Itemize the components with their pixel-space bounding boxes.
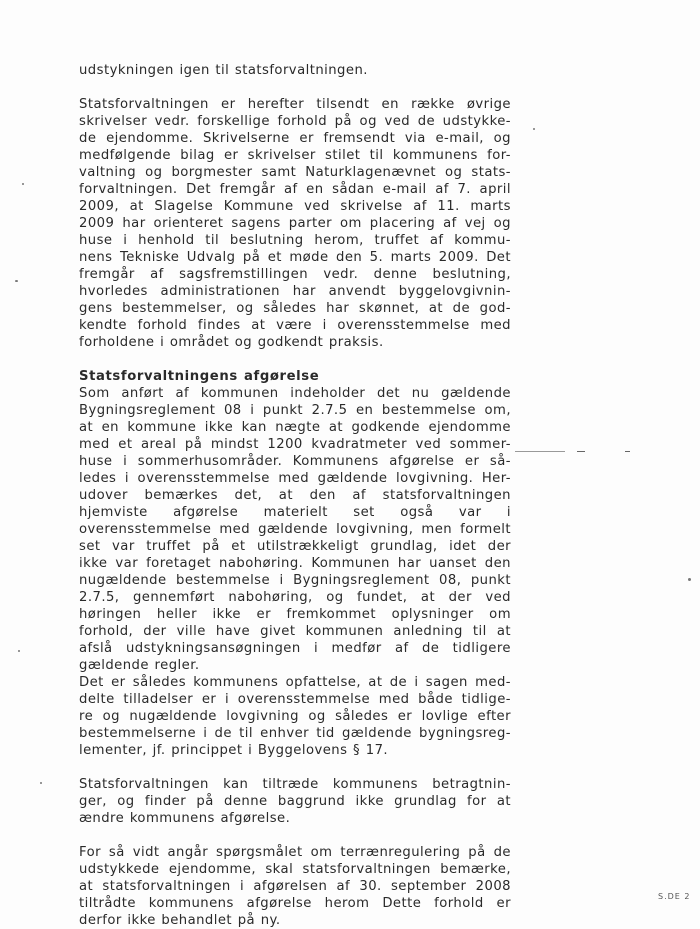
text-line: 2009 har orienteret sagens parter om placering af vej og xyxy=(79,216,511,231)
text-line: Statsforvaltningen kan tiltræde kommunens betragtnin- xyxy=(79,777,511,792)
scan-artifact xyxy=(625,451,630,452)
text-line: udover bemærkes det, at den af statsforvaltningen xyxy=(79,488,511,503)
text-line: de ejendomme. Skrivelserne er fremsendt via e-mail, og xyxy=(79,131,511,146)
text-line: derfor ikke behandlet på ny. xyxy=(79,913,281,928)
paragraph-gap xyxy=(79,351,511,368)
paragraph xyxy=(79,385,511,674)
text-line: med et areal på mindst 1200 kvadratmeter ved sommer- xyxy=(79,437,511,452)
paragraph-gap xyxy=(79,759,511,776)
text-line: Det er således kommunens opfattelse, at de i sagen med- xyxy=(79,675,511,690)
text-line: gens bestemmelser, og således har skønnet, at de god- xyxy=(79,301,511,316)
text-line: For så vidt angår spørgsmålet om terrænregulering på de xyxy=(79,845,511,860)
text-line: ledes i overensstemmelse med gældende lovgivning. Her- xyxy=(79,471,511,486)
text-line: forvaltningen. Det fremgår af en sådan e-mail af 7. april xyxy=(79,182,511,197)
text-line: ændre kommunens afgørelse. xyxy=(79,811,291,826)
scan-speck xyxy=(533,128,535,130)
text-line: ikke var foretaget nabohøring. Kommunen har uanset den xyxy=(79,556,511,571)
text-line: skrivelser vedr. forskellige forhold på og ved de udstykke- xyxy=(79,114,511,129)
scan-speck xyxy=(688,578,691,581)
text-line: bestemmelserne i de til enhver tid gældende bygningsreg- xyxy=(79,726,511,741)
paragraph xyxy=(79,674,511,759)
text-line: delte tilladelser er i overensstemmelse med både tidlige- xyxy=(79,692,511,707)
text-line: at en kommune ikke kan nægte at godkende ejendomme xyxy=(79,420,511,435)
scan-speck xyxy=(22,183,24,185)
scan-speck xyxy=(40,782,42,784)
scan-speck xyxy=(15,280,18,282)
text-line: gældende regler. xyxy=(79,658,200,673)
paragraph xyxy=(79,844,511,929)
scan-speck xyxy=(18,650,20,652)
text-line: medfølgende bilag er skrivelser stilet til kommunens for- xyxy=(79,148,511,163)
document-body xyxy=(79,62,511,929)
text-line: lementer, jf. princippet i Byggelovens § 17. xyxy=(79,743,389,758)
text-line: ger, og finder på denne baggrund ikke grundlag for at xyxy=(79,794,511,809)
text-line: Som anført af kommunen indeholder det nu gældende xyxy=(79,386,511,401)
text-line: kendte forhold findes at være i overensstemmelse med xyxy=(79,318,511,333)
paragraph xyxy=(79,62,511,79)
paragraph xyxy=(79,776,511,827)
paragraph-gap xyxy=(79,827,511,844)
paragraph-gap xyxy=(79,79,511,96)
text-line: fremgår af sagsfremstillingen vedr. denne beslutning, xyxy=(79,267,511,282)
text-line: valtning og borgmester samt Naturklagenævnet og stats- xyxy=(79,165,511,180)
text-line: forhold, der ville have givet kommunen anledning til at xyxy=(79,624,511,639)
text-line: huse i henhold til beslutning herom, truffet af kommu- xyxy=(79,233,511,248)
text-line: udstykkede ejendomme, skal statsforvaltningen bemærke, xyxy=(79,862,511,877)
scan-artifact xyxy=(577,451,585,452)
text-line: nens Tekniske Udvalg på et møde den 5. marts 2009. Det xyxy=(79,250,511,265)
text-line: tiltrådte kommunens afgørelse herom Dette forhold er xyxy=(79,896,511,911)
text-line: Bygningsreglement 08 i punkt 2.7.5 en bestemmelse om, xyxy=(79,403,511,418)
text-line: huse i sommerhusområder. Kommunens afgørelse er så- xyxy=(79,454,511,469)
text-line: høringen heller ikke er fremkommet oplysninger om xyxy=(79,607,511,622)
text-line: set var truffet på et utilstrækkeligt grundlag, idet der xyxy=(79,539,511,554)
paragraph xyxy=(79,96,511,351)
text-line: afslå udstykningsansøgningen i medfør af de tidligere xyxy=(79,641,511,656)
text-line: Statsforvaltningen er herefter tilsendt en række øvrige xyxy=(79,97,511,112)
text-line: 2.7.5, gennemført nabohøring, og fundet, at der ved xyxy=(79,590,511,605)
text-line: forholdene i området og godkendt praksis. xyxy=(79,335,384,350)
text-line: udstykningen igen til statsforvaltningen. xyxy=(79,63,368,78)
text-line: at statsforvaltningen i afgørelsen af 30. september 2008 xyxy=(79,879,511,894)
section-heading: Statsforvaltningens afgørelse xyxy=(79,369,320,384)
scan-artifact xyxy=(515,451,565,452)
text-line: re og nugældende lovgivning og således er lovlige efter xyxy=(79,709,511,724)
text-line: 2009, at Slagelse Kommune ved skrivelse af 11. marts xyxy=(79,199,511,214)
text-line: nugældende bestemmelse i Bygningsreglement 08, punkt xyxy=(79,573,511,588)
page-number: S.DE 2 xyxy=(658,892,691,901)
text-line: hjemviste afgørelse materielt set også var i xyxy=(79,505,511,520)
text-line: overensstemmelse med gældende lovgivning, men formelt xyxy=(79,522,511,537)
text-line: hvorledes administrationen har anvendt byggelovgivnin- xyxy=(79,284,511,299)
